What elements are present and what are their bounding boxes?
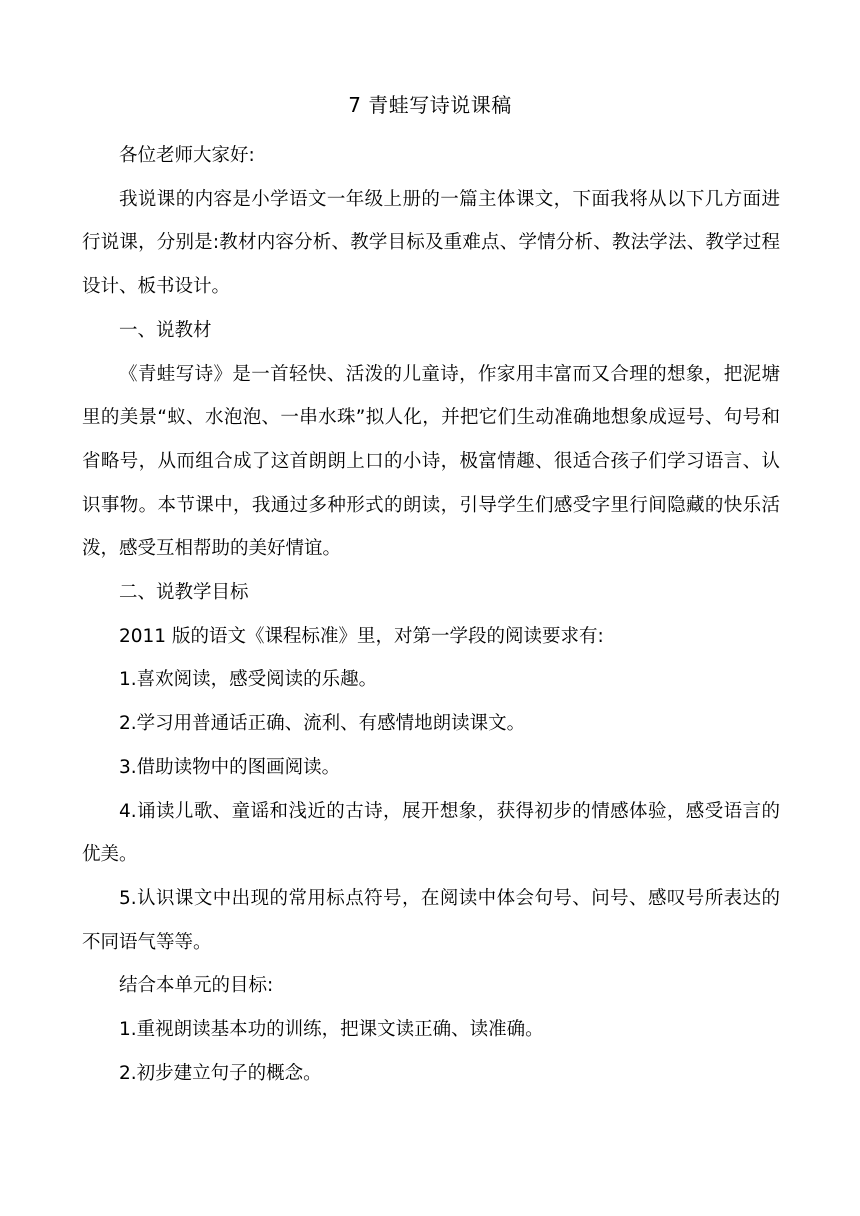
list-item: 2.学习用普通话正确、流利、有感情地朗读课文。 (119, 713, 526, 735)
list-item: 5.认识课文中出现的常用标点符号，在阅读中体会句号、问号、感叹号所表达的不同语气等等。 (82, 887, 780, 953)
document-title: 7 青蛙写诗说课稿 (348, 93, 512, 117)
paragraph-unit-goals: 结合本单元的目标: (119, 975, 274, 997)
document-body (82, 134, 780, 1095)
list-item: 4.诵读儿歌、童谣和浅近的古诗，展开想象，获得初步的情感体验，感受语言的优美。 (82, 800, 780, 866)
section-heading-teaching-goals: 二、说教学目标 (119, 582, 249, 604)
paragraph-intro: 我说课的内容是小学语文一年级上册的一篇主体课文，下面我将从以下几方面进行说课，分别是:教材内容分析、教学目标及重难点、学情分析、教法学法、教学过程设计、板书设计。 (82, 188, 780, 298)
list-item: 1.喜欢阅读，感受阅读的乐趣。 (119, 669, 378, 691)
paragraph-curriculum-standard: 2011 版的语文《课程标准》里，对第一学段的阅读要求有: (119, 625, 604, 647)
section-heading-textbook: 一、说教材 (119, 319, 212, 341)
paragraph-greeting: 各位老师大家好: (119, 145, 255, 166)
paragraph-textbook-analysis: 《青蛙写诗》是一首轻快、活泼的儿童诗，作家用丰富而又合理的想象，把泥塘里的美景“蚁、水泡泡、一串水珠”拟人化，并把它们生动准确地想象成逗号、句号和省略号，从而组合成了这首朗朗上口的小诗，极富情趣、很适合孩子们学习语言、认识事物。本节课中，我通过多种形式的朗读，引导学生们感受字里行间隐藏的快乐活泼，感受互相帮助的美好情谊。 (82, 363, 780, 560)
list-item: 1.重视朗读基本功的训练，把课文读正确、读准确。 (119, 1019, 544, 1041)
list-item: 3.借助读物中的图画阅读。 (119, 756, 341, 778)
list-item: 2.初步建立句子的概念。 (119, 1062, 322, 1084)
